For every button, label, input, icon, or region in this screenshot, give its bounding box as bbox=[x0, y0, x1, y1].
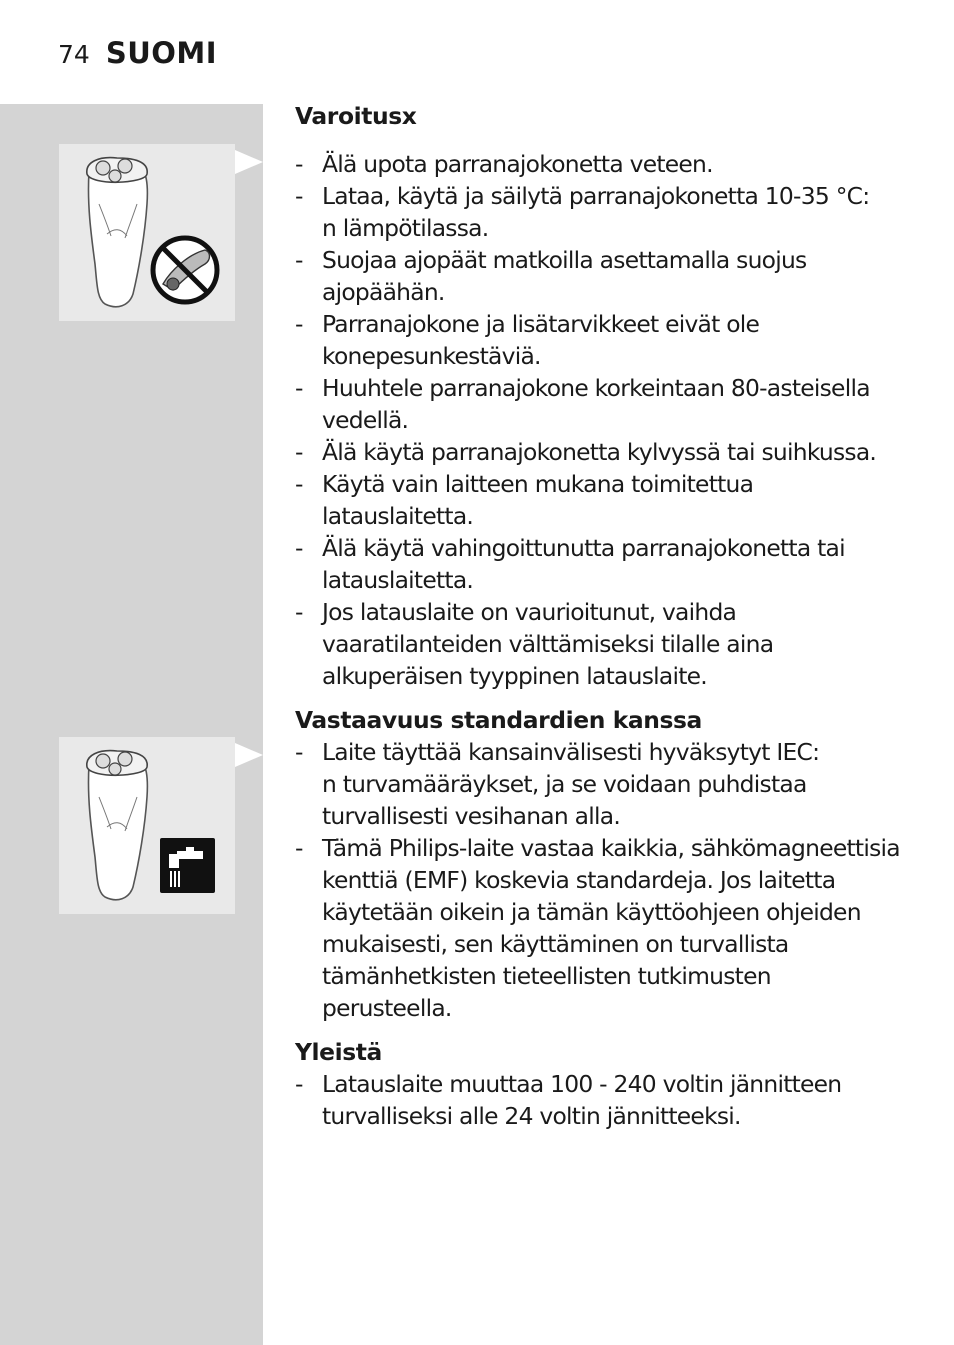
section-heading-standards: Vastaavuus standardien kanssa bbox=[295, 706, 702, 734]
bullet-dash: - bbox=[295, 1070, 303, 1098]
bullet-dash: - bbox=[295, 834, 303, 862]
list-item-text: Suojaa ajopäät matkoilla asettamalla suojus ajopäähän. bbox=[322, 246, 807, 306]
list-item-text: Älä käytä vahingoittunutta parranajokonetta tai latauslaitetta. bbox=[322, 534, 845, 594]
language-title: SUOMI bbox=[105, 36, 218, 70]
list-item-text: Käytä vain laitteen mukana toimitettua latauslaitetta. bbox=[322, 470, 754, 530]
list-item bbox=[295, 736, 915, 832]
list-item-text: Jos latauslaite on vaurioitunut, vaihda vaaratilanteiden välttämiseksi tilalle aina alkuperäisen tyyppinen latauslaite. bbox=[322, 598, 774, 690]
bullet-dash: - bbox=[295, 438, 303, 466]
page-header bbox=[58, 36, 217, 76]
list-item bbox=[295, 832, 915, 1024]
list-item-text: Älä käytä parranajokonetta kylvyssä tai suihkussa. bbox=[322, 438, 877, 466]
page-number: 74 bbox=[58, 40, 90, 69]
list-item-text: Laite täyttää kansainvälisesti hyväksytyt IEC: n turvamääräykset, ja se voidaan puhdistaa turvallisesti vesihanan alla. bbox=[322, 738, 820, 830]
list-item bbox=[295, 372, 915, 436]
standards-list bbox=[295, 736, 915, 1024]
figure-pointer bbox=[235, 150, 263, 174]
list-item bbox=[295, 180, 915, 244]
list-item-text: Parranajokone ja lisätarvikkeet eivät ole konepesunkestäviä. bbox=[322, 310, 760, 370]
list-item bbox=[295, 308, 915, 372]
warning-list bbox=[295, 148, 915, 692]
list-item bbox=[295, 468, 915, 532]
list-item-text: Huuhtele parranajokone korkeintaan 80-asteisella vedellä. bbox=[322, 374, 870, 434]
bullet-dash: - bbox=[295, 374, 303, 402]
list-item-text: Lataa, käytä ja säilytä parranajokonetta 10-35 °C: n lämpötilassa. bbox=[322, 182, 870, 242]
list-item-text: Latauslaite muuttaa 100 - 240 voltin jännitteen turvalliseksi alle 24 voltin jännitteeksi. bbox=[322, 1070, 842, 1130]
list-item bbox=[295, 148, 915, 180]
bullet-dash: - bbox=[295, 470, 303, 498]
bullet-dash: - bbox=[295, 310, 303, 338]
list-item-text: Tämä Philips-laite vastaa kaikkia, sähkömagneettisia kenttiä (EMF) koskevia standardeja. Jos laitetta käytetään oikein ja tämän käyttöohjeen ohjeiden mukaisesti, sen käyttäminen on turvallista tämänhetkisten tieteellisten tutkimusten perusteella. bbox=[322, 834, 900, 1022]
main-content bbox=[295, 100, 915, 1132]
list-item bbox=[295, 436, 915, 468]
list-item bbox=[295, 1068, 915, 1132]
section-heading-general: Yleistä bbox=[295, 1038, 382, 1066]
list-item bbox=[295, 596, 915, 692]
section-heading-warning: Varoitusx bbox=[295, 102, 417, 130]
bullet-dash: - bbox=[295, 534, 303, 562]
bullet-dash: - bbox=[295, 150, 303, 178]
shaver-no-immersion-icon bbox=[59, 144, 235, 321]
bullet-dash: - bbox=[295, 598, 303, 626]
list-item bbox=[295, 244, 915, 308]
figure-no-immersion bbox=[59, 144, 235, 321]
bullet-dash: - bbox=[295, 738, 303, 766]
general-list bbox=[295, 1068, 915, 1132]
figure-pointer bbox=[235, 743, 263, 767]
bullet-dash: - bbox=[295, 182, 303, 210]
list-item-text: Älä upota parranajokonetta veteen. bbox=[322, 150, 713, 178]
list-item bbox=[295, 532, 915, 596]
shaver-washable-tap-icon bbox=[59, 737, 235, 914]
figure-washable bbox=[59, 737, 235, 914]
bullet-dash: - bbox=[295, 246, 303, 274]
